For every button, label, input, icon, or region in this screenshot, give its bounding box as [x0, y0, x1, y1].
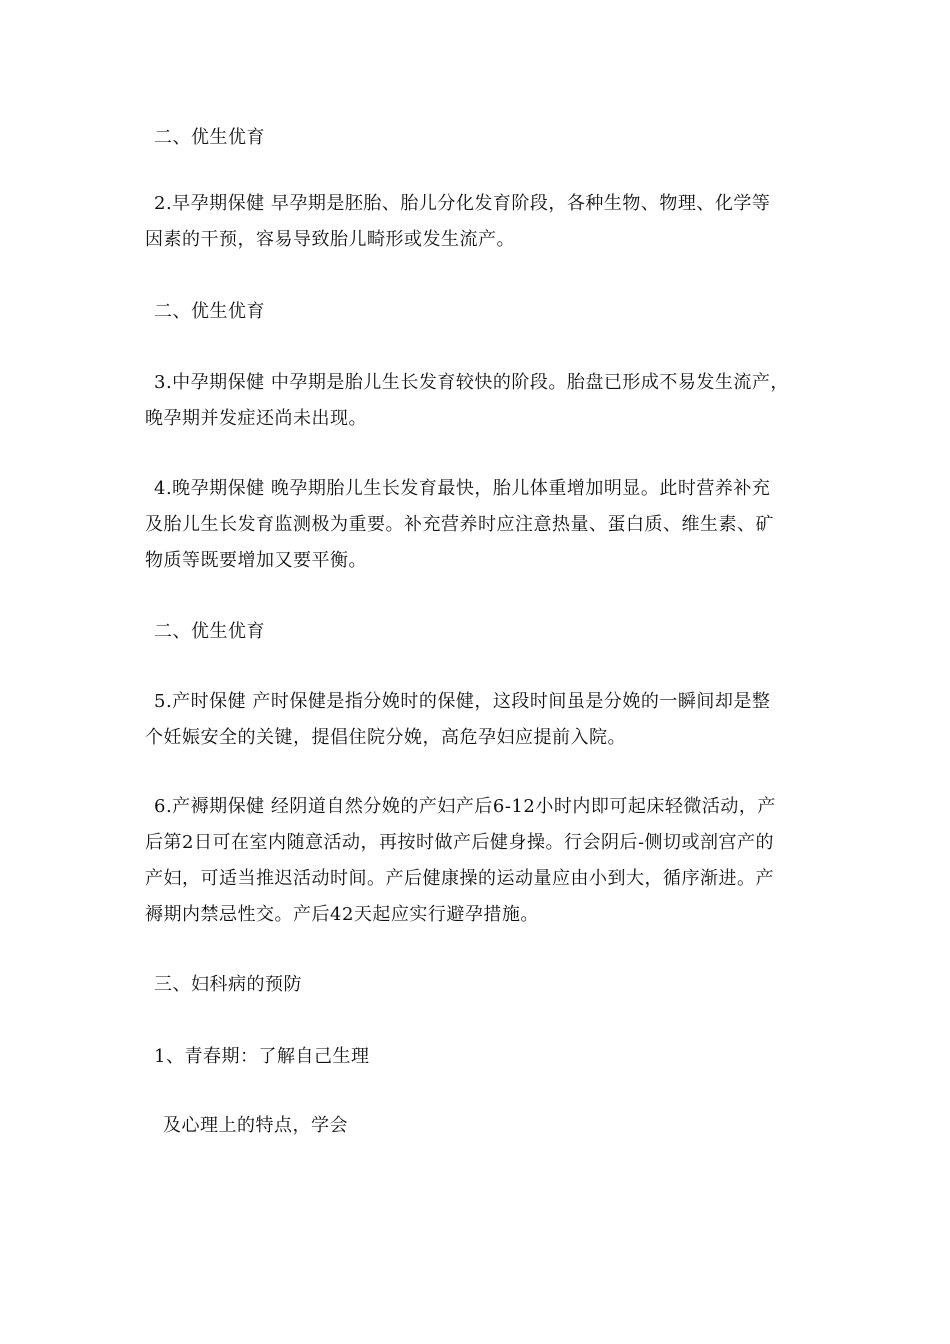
- text-line: 后第2日可在室内随意活动，再按时做产后健身操。行会阴后-侧切或剖宫产的: [145, 832, 775, 853]
- paragraph: [145, 365, 807, 437]
- paragraph: [145, 684, 807, 756]
- text-line: 及心理上的特点，学会: [163, 1115, 348, 1136]
- paragraph: [145, 186, 807, 258]
- text-line: 及胎儿生长发育监测极为重要。补充营养时应注意热量、蛋白质、维生素、矿: [145, 514, 774, 535]
- section-heading: [145, 294, 816, 330]
- text-line: 4.晚孕期保健 晚孕期胎儿生长发育最快，胎儿体重增加明显。此时营养补充: [154, 478, 771, 499]
- text-line: 1、青春期：了解自己生理: [154, 1046, 370, 1067]
- paragraph: [145, 1039, 816, 1075]
- section-heading: [145, 120, 816, 156]
- text-line: 6.产褥期保健 经阴道自然分娩的产妇产后6-12小时内即可起床轻微活动，产: [154, 796, 776, 817]
- paragraph: [145, 789, 807, 933]
- text-line: 产妇，可适当推迟活动时间。产后健康操的运动量应由小到大，循序渐进。产: [145, 868, 774, 889]
- section-heading: [145, 967, 816, 1003]
- text-line: 因素的干预，容易导致胎儿畸形或发生流产。: [145, 229, 515, 250]
- text-line: 二、优生优育: [154, 127, 265, 148]
- text-line: 物质等既要增加又要平衡。: [145, 550, 367, 571]
- text-line: 2.早孕期保健 早孕期是胚胎、胎儿分化发育阶段，各种生物、物理、化学等: [154, 193, 771, 214]
- section-heading: [145, 614, 816, 650]
- text-line: 3.中孕期保健 中孕期是胎儿生长发育较快的阶段。胎盘已形成不易发生流产，: [154, 372, 789, 393]
- text-line: 个妊娠安全的关键，提倡住院分娩，高危孕妇应提前入院。: [145, 727, 626, 748]
- text-line: 三、妇科病的预防: [154, 974, 302, 995]
- text-line: 晚孕期并发症还尚未出现。: [145, 408, 367, 429]
- paragraph: [145, 471, 807, 579]
- text-line: 二、优生优育: [154, 301, 265, 322]
- text-line: 5.产时保健 产时保健是指分娩时的保健，这段时间虽是分娩的一瞬间却是整: [154, 691, 771, 712]
- paragraph: [145, 1108, 825, 1144]
- text-line: 二、优生优育: [154, 621, 265, 642]
- text-line: 褥期内禁忌性交。产后42天起应实行避孕措施。: [145, 904, 539, 925]
